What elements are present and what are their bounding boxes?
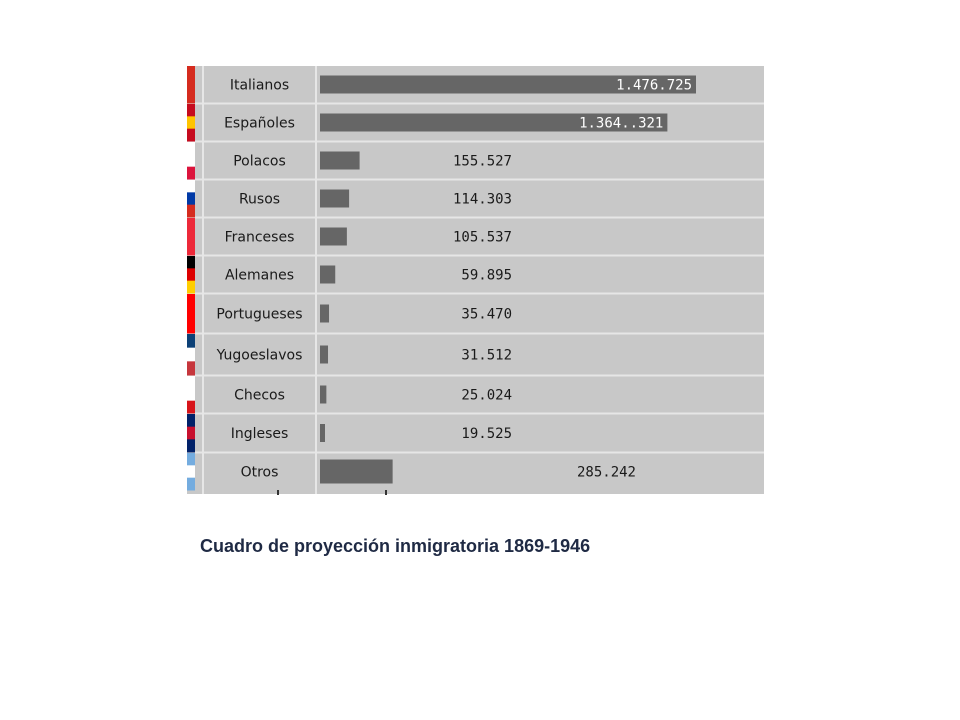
flag-band xyxy=(187,142,195,155)
flag-band xyxy=(187,414,195,427)
flag-band xyxy=(187,268,195,281)
flag-band xyxy=(187,401,195,414)
flag-band xyxy=(187,465,195,478)
flag-band xyxy=(187,388,195,401)
data-label: 19.525 xyxy=(461,426,512,442)
flag-band xyxy=(187,104,195,117)
flag-band xyxy=(187,307,195,321)
flag-band xyxy=(187,192,195,205)
category-label: Checos xyxy=(234,387,285,404)
bar xyxy=(320,346,328,364)
category-label: Portugueses xyxy=(216,306,303,323)
bar xyxy=(320,266,335,284)
flag-band xyxy=(187,205,195,218)
data-label: 114.303 xyxy=(452,191,512,208)
category-label: Alemanes xyxy=(224,267,295,284)
flag-band xyxy=(187,348,195,362)
flag-band xyxy=(187,129,195,142)
category-label: Polacos xyxy=(233,153,286,170)
bar xyxy=(320,460,393,484)
flag-band xyxy=(187,453,195,466)
bar xyxy=(320,190,349,208)
flag-band xyxy=(187,376,195,389)
flag-band xyxy=(187,66,195,79)
flag-band xyxy=(187,334,195,348)
flag-band xyxy=(187,256,195,269)
flag-band xyxy=(187,180,195,193)
category-label: Españoles xyxy=(224,115,295,132)
category-label: Otros xyxy=(240,464,279,481)
flag-band xyxy=(187,167,195,180)
category-label: Franceses xyxy=(224,229,295,246)
flag-band xyxy=(187,439,195,452)
flag-band xyxy=(187,154,195,167)
data-label: 285.242 xyxy=(576,464,636,481)
chart-caption: Cuadro de proyección inmigratoria 1869-1946 xyxy=(200,536,591,556)
flag-band xyxy=(187,281,195,294)
category-label: Rusos xyxy=(238,191,281,208)
bar xyxy=(320,386,326,404)
flag-band xyxy=(187,91,195,104)
flag-band xyxy=(187,361,195,375)
flag-band xyxy=(187,230,195,243)
axis-tick xyxy=(385,490,387,495)
flag-band xyxy=(187,294,195,308)
flag-band xyxy=(187,243,195,256)
category-label: Ingleses xyxy=(230,426,289,442)
bar xyxy=(320,152,360,170)
flag-band xyxy=(187,116,195,129)
bar xyxy=(320,305,329,323)
data-label: 35.470 xyxy=(461,306,512,323)
bar xyxy=(320,228,347,246)
category-label: Yugoeslavos xyxy=(216,347,303,364)
axis-tick xyxy=(277,490,279,495)
data-label: 155.527 xyxy=(452,153,512,170)
data-label: 31.512 xyxy=(461,347,512,364)
flag-band xyxy=(187,320,195,334)
bar xyxy=(320,424,325,442)
flag-band xyxy=(187,78,195,91)
data-label: 59.895 xyxy=(461,267,512,284)
category-label: Italianos xyxy=(229,77,290,94)
flag-band xyxy=(187,478,195,491)
flag-band xyxy=(187,218,195,231)
data-label: 25.024 xyxy=(461,387,512,404)
data-label: 1.364..321 xyxy=(579,115,664,132)
data-label: 105.537 xyxy=(452,229,512,246)
flag-band xyxy=(187,427,195,440)
data-label: 1.476.725 xyxy=(616,77,692,94)
